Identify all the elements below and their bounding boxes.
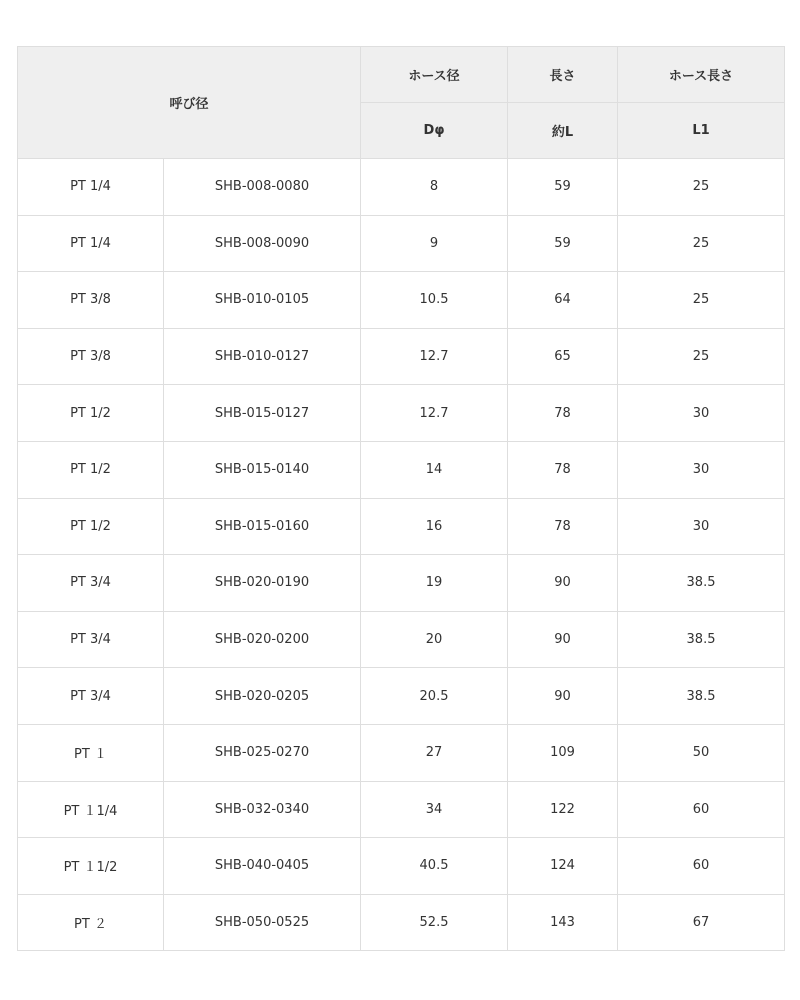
table-row (18, 498, 785, 555)
cell-length: 143 (508, 894, 618, 951)
cell-hose-length: 25 (618, 272, 785, 329)
cell-part-number: SHB-015-0160 (164, 498, 361, 555)
cell-hose-length: 67 (618, 894, 785, 951)
cell-hose-diameter: 9 (361, 215, 508, 272)
cell-hose-length: 60 (618, 838, 785, 895)
cell-size: PT １1/2 (18, 838, 164, 895)
cell-size: PT 3/8 (18, 272, 164, 329)
cell-hose-length: 38.5 (618, 611, 785, 668)
cell-part-number: SHB-025-0270 (164, 724, 361, 781)
cell-part-number: SHB-015-0127 (164, 385, 361, 442)
cell-hose-length: 30 (618, 498, 785, 555)
cell-length: 90 (508, 611, 618, 668)
table-row (18, 611, 785, 668)
cell-size: PT 3/4 (18, 611, 164, 668)
cell-hose-diameter: 14 (361, 441, 508, 498)
cell-length: 90 (508, 668, 618, 725)
cell-part-number: SHB-050-0525 (164, 894, 361, 951)
cell-part-number: SHB-010-0127 (164, 328, 361, 385)
cell-part-number: SHB-020-0200 (164, 611, 361, 668)
header-hose-diameter: ホース径 (361, 47, 508, 103)
cell-part-number: SHB-020-0190 (164, 555, 361, 612)
cell-length: 124 (508, 838, 618, 895)
table-row (18, 894, 785, 951)
cell-hose-diameter: 34 (361, 781, 508, 838)
table-row (18, 215, 785, 272)
cell-hose-diameter: 12.7 (361, 385, 508, 442)
cell-hose-length: 30 (618, 441, 785, 498)
cell-hose-diameter: 20 (361, 611, 508, 668)
cell-size: PT １ (18, 724, 164, 781)
cell-length: 90 (508, 555, 618, 612)
cell-hose-diameter: 19 (361, 555, 508, 612)
table-row (18, 272, 785, 329)
cell-part-number: SHB-032-0340 (164, 781, 361, 838)
cell-hose-diameter: 16 (361, 498, 508, 555)
table-row (18, 385, 785, 442)
cell-size: PT 1/2 (18, 385, 164, 442)
cell-length: 78 (508, 385, 618, 442)
cell-hose-length: 50 (618, 724, 785, 781)
cell-part-number: SHB-010-0105 (164, 272, 361, 329)
table-row (18, 724, 785, 781)
cell-hose-length: 38.5 (618, 555, 785, 612)
cell-length: 59 (508, 215, 618, 272)
table-body (18, 159, 785, 951)
cell-hose-length: 38.5 (618, 668, 785, 725)
table-row (18, 555, 785, 612)
cell-length: 78 (508, 498, 618, 555)
header-hose-diameter-unit: Dφ (361, 103, 508, 159)
cell-part-number: SHB-020-0205 (164, 668, 361, 725)
cell-hose-diameter: 12.7 (361, 328, 508, 385)
cell-hose-diameter: 52.5 (361, 894, 508, 951)
hose-barb-spec-table (17, 46, 785, 951)
header-hose-length: ホース長さ (618, 47, 785, 103)
header-size: 呼び径 (18, 47, 361, 159)
table-row (18, 441, 785, 498)
cell-hose-diameter: 8 (361, 159, 508, 216)
cell-part-number: SHB-015-0140 (164, 441, 361, 498)
cell-hose-length: 25 (618, 328, 785, 385)
cell-hose-length: 25 (618, 159, 785, 216)
header-length: 長さ (508, 47, 618, 103)
cell-size: PT 3/8 (18, 328, 164, 385)
cell-size: PT ２ (18, 894, 164, 951)
cell-part-number: SHB-040-0405 (164, 838, 361, 895)
table-row (18, 838, 785, 895)
table-header (18, 47, 785, 159)
cell-length: 122 (508, 781, 618, 838)
cell-size: PT 1/2 (18, 498, 164, 555)
cell-size: PT １1/4 (18, 781, 164, 838)
cell-length: 109 (508, 724, 618, 781)
header-length-unit: 約L (508, 103, 618, 159)
cell-hose-diameter: 10.5 (361, 272, 508, 329)
cell-hose-diameter: 27 (361, 724, 508, 781)
cell-size: PT 3/4 (18, 668, 164, 725)
cell-length: 78 (508, 441, 618, 498)
table-row (18, 668, 785, 725)
header-hose-length-unit: L1 (618, 103, 785, 159)
cell-size: PT 3/4 (18, 555, 164, 612)
cell-hose-diameter: 40.5 (361, 838, 508, 895)
cell-length: 59 (508, 159, 618, 216)
cell-hose-length: 25 (618, 215, 785, 272)
cell-length: 64 (508, 272, 618, 329)
cell-part-number: SHB-008-0090 (164, 215, 361, 272)
cell-length: 65 (508, 328, 618, 385)
table-row (18, 159, 785, 216)
cell-hose-diameter: 20.5 (361, 668, 508, 725)
cell-size: PT 1/4 (18, 159, 164, 216)
cell-hose-length: 30 (618, 385, 785, 442)
header-row (18, 47, 785, 103)
cell-hose-length: 60 (618, 781, 785, 838)
cell-size: PT 1/2 (18, 441, 164, 498)
cell-part-number: SHB-008-0080 (164, 159, 361, 216)
table-row (18, 328, 785, 385)
table-row (18, 781, 785, 838)
cell-size: PT 1/4 (18, 215, 164, 272)
